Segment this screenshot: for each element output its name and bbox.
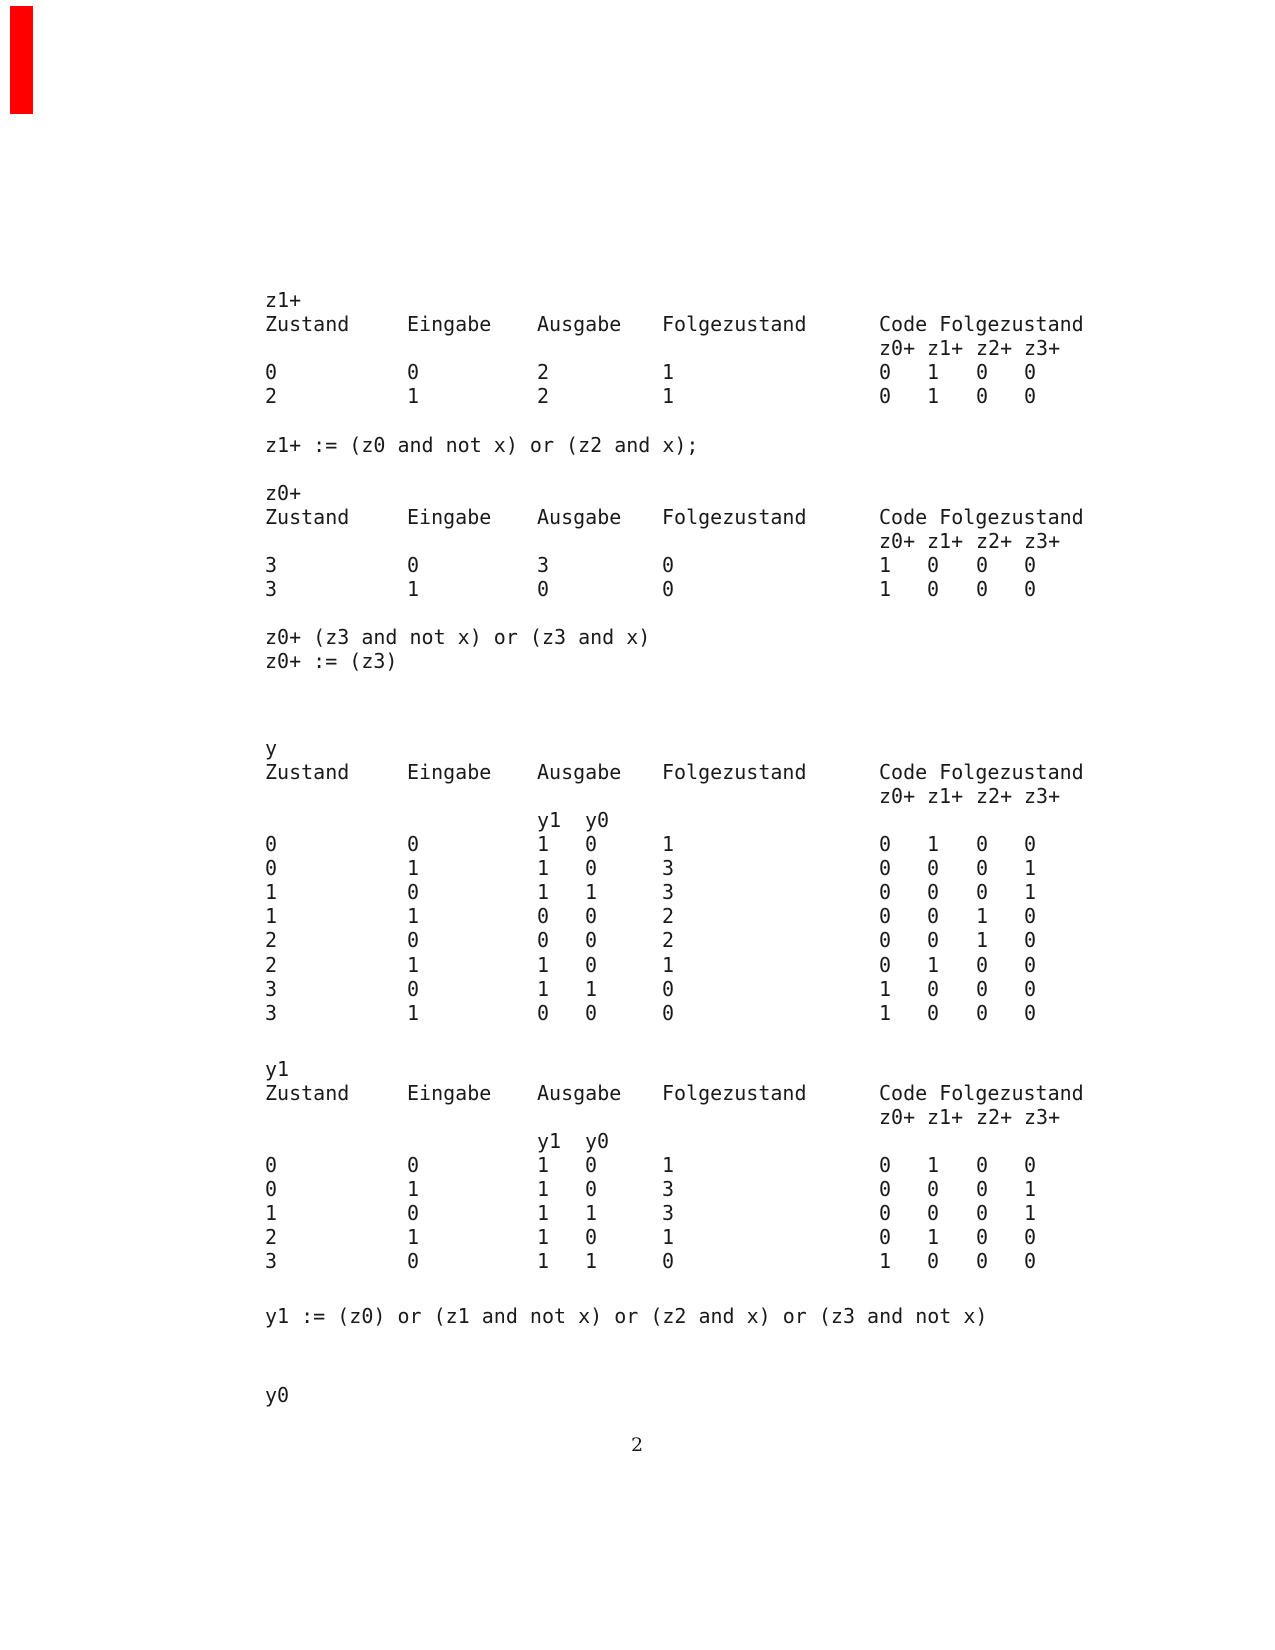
cell-zustand: 1 (265, 880, 278, 904)
header-code: Code Folgezustand (879, 760, 1084, 784)
cell-code-z0: 0 (879, 953, 892, 977)
table-row (265, 1201, 1037, 1225)
header-y1: y1 (537, 1129, 562, 1153)
table-row (265, 360, 1037, 384)
cell-folgezustand: 1 (662, 953, 675, 977)
cell-code-z0: 1 (879, 577, 892, 601)
cell-code-z1: 0 (927, 880, 940, 904)
cell-folgezustand: 1 (662, 384, 675, 408)
cell-y0: 1 (585, 880, 598, 904)
cell-code-z3: 0 (1024, 577, 1037, 601)
cell-code-z2: 0 (976, 1249, 989, 1273)
header-code-z3plus: z3+ (1024, 529, 1061, 553)
cell-folgezustand: 3 (662, 1201, 675, 1225)
cell-y1: 1 (537, 1225, 550, 1249)
table-row (265, 977, 1037, 1001)
cell-code-z0: 0 (879, 384, 892, 408)
cell-code-z2: 0 (976, 553, 989, 577)
formula-line: z1+ := (z0 and not x) or (z2 and x); (265, 433, 699, 457)
cell-code-z1: 1 (927, 832, 940, 856)
cell-code-z2: 0 (976, 1001, 989, 1025)
cell-code-z0: 1 (879, 1001, 892, 1025)
cell-folgezustand: 0 (662, 977, 675, 1001)
header-eingabe: Eingabe (407, 312, 492, 336)
cell-code-z1: 1 (927, 1153, 940, 1177)
cell-folgezustand: 1 (662, 1153, 675, 1177)
cell-eingabe: 0 (407, 832, 420, 856)
header-ausgabe: Ausgabe (537, 760, 622, 784)
cell-y1: 1 (537, 832, 550, 856)
table-row (265, 577, 1037, 601)
header-eingabe: Eingabe (407, 1081, 492, 1105)
cell-code-z0: 1 (879, 553, 892, 577)
cell-code-z3: 1 (1024, 1201, 1037, 1225)
header-code-z0plus: z0+ (879, 1105, 916, 1129)
cell-ausgabe: 2 (537, 384, 550, 408)
cell-code-z0: 1 (879, 1249, 892, 1273)
cell-code-z3: 0 (1024, 1249, 1037, 1273)
cell-code-z2: 1 (976, 928, 989, 952)
cell-code-z3: 0 (1024, 928, 1037, 952)
header-ausgabe: Ausgabe (537, 1081, 622, 1105)
cell-y0: 1 (585, 1249, 598, 1273)
cell-ausgabe: 2 (537, 360, 550, 384)
cell-code-z3: 0 (1024, 1001, 1037, 1025)
header-zustand: Zustand (265, 1081, 350, 1105)
header-code-z0plus: z0+ (879, 336, 916, 360)
cell-y1: 0 (537, 904, 550, 928)
cell-code-z0: 0 (879, 360, 892, 384)
header-code-z1plus: z1+ (927, 336, 964, 360)
cell-code-z3: 0 (1024, 1153, 1037, 1177)
cell-code-z0: 0 (879, 1225, 892, 1249)
table-title: z0+ (265, 481, 302, 505)
cell-y1: 1 (537, 1201, 550, 1225)
cell-code-z0: 0 (879, 1153, 892, 1177)
cell-eingabe: 0 (407, 1249, 420, 1273)
cell-folgezustand: 1 (662, 832, 675, 856)
table-row (265, 1001, 1037, 1025)
table-title: y1 (265, 1057, 290, 1081)
cell-code-z0: 0 (879, 1177, 892, 1201)
cell-eingabe: 0 (407, 360, 420, 384)
header-zustand: Zustand (265, 312, 350, 336)
cell-y1: 0 (537, 928, 550, 952)
table-row (265, 880, 1037, 904)
cell-y1: 1 (537, 1153, 550, 1177)
cell-code-z2: 0 (976, 1153, 989, 1177)
cell-code-z3: 0 (1024, 904, 1037, 928)
cell-y1: 1 (537, 1249, 550, 1273)
cell-code-z2: 0 (976, 880, 989, 904)
header-code-z1plus: z1+ (927, 529, 964, 553)
code-bits-row (265, 529, 1061, 553)
red-annotation-marker (10, 6, 33, 114)
cell-y0: 0 (585, 832, 598, 856)
cell-zustand: 3 (265, 577, 278, 601)
header-code-z2plus: z2+ (976, 529, 1013, 553)
cell-code-z1: 1 (927, 1225, 940, 1249)
cell-code-z2: 0 (976, 953, 989, 977)
cell-zustand: 0 (265, 1177, 278, 1201)
header-code-z0plus: z0+ (879, 529, 916, 553)
cell-eingabe: 1 (407, 577, 420, 601)
cell-code-z2: 0 (976, 1201, 989, 1225)
cell-code-z0: 0 (879, 880, 892, 904)
table-row (265, 856, 1037, 880)
cell-folgezustand: 1 (662, 360, 675, 384)
formula-line: z0+ (z3 and not x) or (z3 and x) (265, 625, 651, 649)
table-row (265, 832, 1037, 856)
table-header-row (265, 312, 1084, 336)
cell-folgezustand: 2 (662, 928, 675, 952)
cell-y1: 1 (537, 1177, 550, 1201)
cell-y1: 0 (537, 1001, 550, 1025)
cell-y1: 1 (537, 953, 550, 977)
cell-code-z3: 0 (1024, 360, 1037, 384)
table-row (265, 384, 1037, 408)
cell-code-z2: 0 (976, 384, 989, 408)
cell-folgezustand: 3 (662, 856, 675, 880)
header-code: Code Folgezustand (879, 312, 1084, 336)
table-row (265, 553, 1037, 577)
cell-code-z1: 0 (927, 856, 940, 880)
cell-zustand: 3 (265, 1001, 278, 1025)
cell-y1: 1 (537, 977, 550, 1001)
cell-eingabe: 1 (407, 953, 420, 977)
header-code-z2plus: z2+ (976, 1105, 1013, 1129)
cell-eingabe: 1 (407, 1001, 420, 1025)
table-row (265, 904, 1037, 928)
header-folgezustand: Folgezustand (662, 1081, 807, 1105)
cell-y0: 0 (585, 953, 598, 977)
table-row (265, 928, 1037, 952)
cell-eingabe: 0 (407, 880, 420, 904)
output-bits-row (265, 1129, 610, 1153)
cell-code-z3: 1 (1024, 1177, 1037, 1201)
cell-y1: 1 (537, 880, 550, 904)
cell-code-z1: 0 (927, 577, 940, 601)
cell-zustand: 3 (265, 1249, 278, 1273)
cell-code-z3: 0 (1024, 953, 1037, 977)
cell-folgezustand: 0 (662, 1001, 675, 1025)
header-folgezustand: Folgezustand (662, 505, 807, 529)
header-code: Code Folgezustand (879, 1081, 1084, 1105)
cell-code-z3: 0 (1024, 553, 1037, 577)
cell-folgezustand: 0 (662, 1249, 675, 1273)
cell-code-z1: 0 (927, 553, 940, 577)
table-row (265, 1177, 1037, 1201)
header-code-z3plus: z3+ (1024, 336, 1061, 360)
cell-code-z0: 0 (879, 832, 892, 856)
cell-eingabe: 1 (407, 856, 420, 880)
header-code-z0plus: z0+ (879, 784, 916, 808)
cell-zustand: 0 (265, 1153, 278, 1177)
cell-code-z1: 0 (927, 1001, 940, 1025)
header-code-z1plus: z1+ (927, 1105, 964, 1129)
cell-zustand: 1 (265, 904, 278, 928)
cell-folgezustand: 2 (662, 904, 675, 928)
cell-code-z2: 0 (976, 856, 989, 880)
cell-code-z1: 0 (927, 977, 940, 1001)
cell-eingabe: 1 (407, 1177, 420, 1201)
header-zustand: Zustand (265, 505, 350, 529)
header-y0: y0 (585, 808, 610, 832)
cell-code-z1: 0 (927, 928, 940, 952)
cell-code-z0: 0 (879, 904, 892, 928)
output-bits-row (265, 808, 610, 832)
cell-y0: 0 (585, 1177, 598, 1201)
table-row (265, 1225, 1037, 1249)
header-code-z3plus: z3+ (1024, 784, 1061, 808)
cell-code-z3: 0 (1024, 832, 1037, 856)
cell-zustand: 2 (265, 953, 278, 977)
cell-y0: 0 (585, 1225, 598, 1249)
cell-folgezustand: 0 (662, 553, 675, 577)
formula-line: z0+ := (z3) (265, 649, 398, 673)
cell-zustand: 3 (265, 553, 278, 577)
cell-code-z3: 0 (1024, 1225, 1037, 1249)
cell-code-z0: 0 (879, 856, 892, 880)
cell-code-z2: 0 (976, 977, 989, 1001)
cell-code-z2: 0 (976, 360, 989, 384)
header-eingabe: Eingabe (407, 760, 492, 784)
header-code-z3plus: z3+ (1024, 1105, 1061, 1129)
header-zustand: Zustand (265, 760, 350, 784)
cell-zustand: 2 (265, 1225, 278, 1249)
cell-eingabe: 0 (407, 1201, 420, 1225)
cell-code-z1: 0 (927, 1201, 940, 1225)
table-header-row (265, 1081, 1084, 1105)
cell-folgezustand: 1 (662, 1225, 675, 1249)
cell-y0: 1 (585, 977, 598, 1001)
cell-code-z2: 0 (976, 832, 989, 856)
code-bits-row (265, 336, 1061, 360)
header-code-z1plus: z1+ (927, 784, 964, 808)
cell-y0: 1 (585, 1201, 598, 1225)
cell-folgezustand: 3 (662, 1177, 675, 1201)
cell-y0: 0 (585, 904, 598, 928)
cell-code-z0: 0 (879, 1201, 892, 1225)
formula-line: y1 := (z0) or (z1 and not x) or (z2 and x) or (z3 and not x) (265, 1304, 988, 1328)
cell-code-z1: 0 (927, 904, 940, 928)
cell-code-z0: 0 (879, 928, 892, 952)
header-ausgabe: Ausgabe (537, 505, 622, 529)
header-folgezustand: Folgezustand (662, 312, 807, 336)
cell-eingabe: 0 (407, 928, 420, 952)
page-number: 2 (630, 1434, 644, 1456)
header-code-z2plus: z2+ (976, 336, 1013, 360)
cell-code-z2: 0 (976, 577, 989, 601)
cell-zustand: 0 (265, 360, 278, 384)
document-body (265, 0, 1245, 1650)
cell-y0: 0 (585, 856, 598, 880)
cell-y0: 0 (585, 928, 598, 952)
header-eingabe: Eingabe (407, 505, 492, 529)
cell-y0: 0 (585, 1153, 598, 1177)
cell-eingabe: 0 (407, 1153, 420, 1177)
cell-code-z3: 0 (1024, 977, 1037, 1001)
cell-code-z1: 1 (927, 360, 940, 384)
cell-code-z3: 0 (1024, 384, 1037, 408)
cell-y0: 0 (585, 1001, 598, 1025)
cell-code-z2: 1 (976, 904, 989, 928)
cell-ausgabe: 0 (537, 577, 550, 601)
header-y1: y1 (537, 808, 562, 832)
cell-zustand: 2 (265, 384, 278, 408)
cell-zustand: 1 (265, 1201, 278, 1225)
header-code: Code Folgezustand (879, 505, 1084, 529)
cell-code-z2: 0 (976, 1177, 989, 1201)
cell-zustand: 0 (265, 856, 278, 880)
cell-code-z1: 1 (927, 384, 940, 408)
cell-code-z1: 0 (927, 1249, 940, 1273)
cell-zustand: 2 (265, 928, 278, 952)
cell-folgezustand: 0 (662, 577, 675, 601)
cell-code-z2: 0 (976, 1225, 989, 1249)
header-ausgabe: Ausgabe (537, 312, 622, 336)
cell-eingabe: 1 (407, 384, 420, 408)
cell-code-z1: 1 (927, 953, 940, 977)
cell-ausgabe: 3 (537, 553, 550, 577)
header-y0: y0 (585, 1129, 610, 1153)
table-header-row (265, 760, 1084, 784)
code-bits-row (265, 1105, 1061, 1129)
cell-folgezustand: 3 (662, 880, 675, 904)
table-title: z1+ (265, 288, 302, 312)
cell-zustand: 3 (265, 977, 278, 1001)
section-label-y0: y0 (265, 1383, 290, 1407)
cell-code-z3: 1 (1024, 856, 1037, 880)
cell-eingabe: 1 (407, 1225, 420, 1249)
table-row (265, 953, 1037, 977)
table-row (265, 1153, 1037, 1177)
header-folgezustand: Folgezustand (662, 760, 807, 784)
table-header-row (265, 505, 1084, 529)
table-row (265, 1249, 1037, 1273)
cell-code-z1: 0 (927, 1177, 940, 1201)
table-title: y (265, 736, 278, 760)
code-bits-row (265, 784, 1061, 808)
cell-code-z0: 1 (879, 977, 892, 1001)
header-code-z2plus: z2+ (976, 784, 1013, 808)
cell-y1: 1 (537, 856, 550, 880)
cell-code-z3: 1 (1024, 880, 1037, 904)
cell-zustand: 0 (265, 832, 278, 856)
cell-eingabe: 0 (407, 977, 420, 1001)
cell-eingabe: 1 (407, 904, 420, 928)
cell-eingabe: 0 (407, 553, 420, 577)
